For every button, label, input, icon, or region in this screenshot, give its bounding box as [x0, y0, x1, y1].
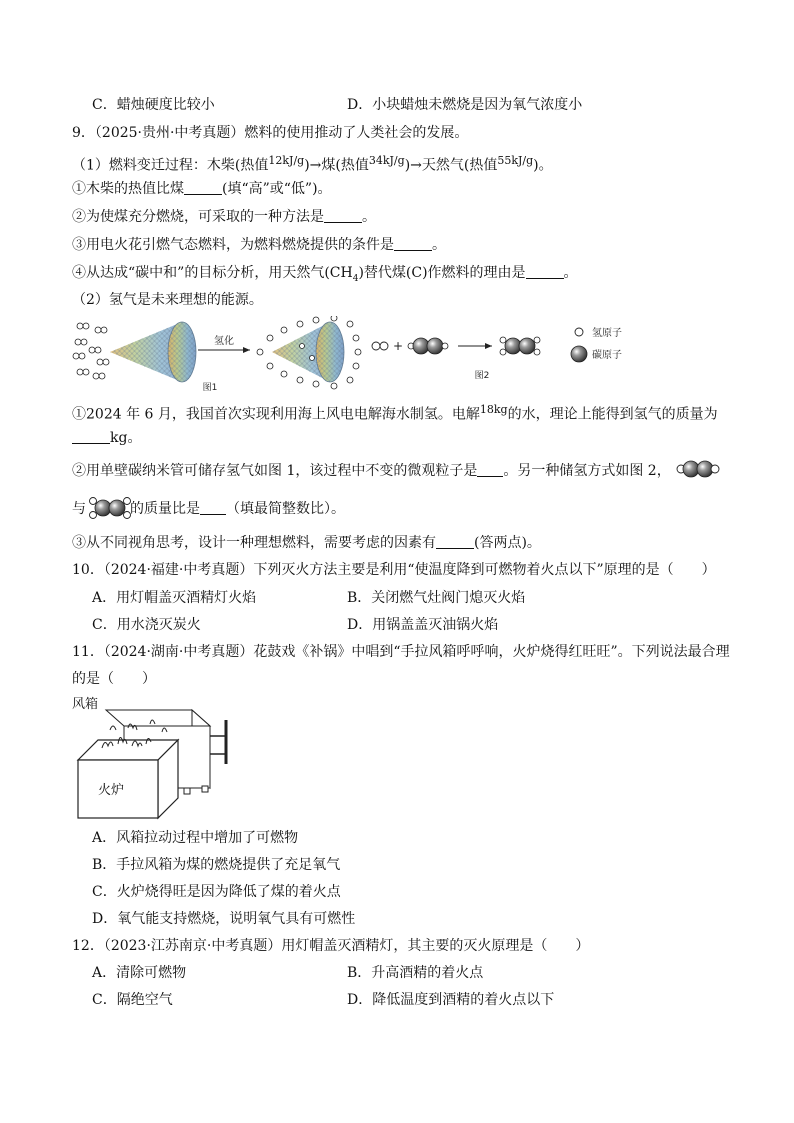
- legend-h-atom-icon: [575, 328, 583, 336]
- q9-sub2-blank[interactable]: [324, 208, 362, 223]
- q9-heat-value-gas: 55kJ/g: [497, 154, 534, 167]
- q12-option-a[interactable]: A．清除可燃物: [92, 965, 187, 981]
- q9-methane-formula: $CH_4$: [329, 265, 359, 284]
- q9-sub1-text-a: ①木柴的热值比煤: [72, 181, 184, 197]
- h2-molecules-group-left: [73, 323, 109, 379]
- q9-sub4-text-a: ④从达成“碳中和”的目标分析，用天然气(: [72, 265, 330, 281]
- q11-stem-line2: 的是（ ）: [72, 671, 156, 687]
- legend-h-label: 氢原子: [592, 328, 622, 339]
- q9-p2s2-text-e: （填最简整数比）。: [226, 501, 345, 517]
- arrow-label-hydrogenation: 氢化: [214, 336, 234, 347]
- product-molecule: [500, 337, 540, 355]
- hydrogenation-arrow: [198, 347, 250, 353]
- q11-option-b[interactable]: B．手拉风箱为煤的燃烧提供了充足氧气: [92, 857, 341, 873]
- figure1-caption: 图1: [202, 383, 218, 393]
- q9-water-mass: 18kg: [479, 403, 508, 416]
- q9-p2s3-text-a: ③从不同视角思考，设计一种理想燃料，需要考虑的因素有: [72, 535, 436, 551]
- q9-p2s3-blank[interactable]: [436, 534, 474, 549]
- q11-option-d[interactable]: D．氧气能支持燃烧，说明氧气具有可燃性: [92, 911, 356, 927]
- q11-stem-line1: 11．（2024·湖南·中考真题）花鼓戏《补锅》中唱到“手拉风箱呼呼响，火炉烧得红旺旺”。下列说法最合理: [72, 644, 730, 660]
- reaction-arrow: [458, 343, 492, 349]
- q9-p2s1-blank[interactable]: [72, 429, 110, 444]
- q9-sub3-text-b: 。: [432, 237, 446, 253]
- q11-figure-furnace-bellows: [72, 700, 242, 822]
- q9-molecule-icon-b: [88, 494, 132, 522]
- q9-p2s2-text-a: ②用单壁碳纳米管可储存氢气如图 1，该过程中不变的微观粒子是: [72, 463, 478, 479]
- legend-c-atom-icon: [571, 346, 587, 362]
- q9-sub2-text-b: 。: [362, 209, 376, 225]
- q9-sub4: [72, 264, 578, 288]
- q9-sub1-blank[interactable]: [184, 180, 222, 195]
- q9-part1-text-a: （1）燃料变迁过程：木柴(热值: [72, 157, 269, 174]
- q9-sub2: [72, 208, 376, 226]
- q8-option-c: C．蜡烛硬度比较小: [92, 97, 215, 113]
- q9-p2s1-unit: kg: [110, 430, 128, 446]
- q9-part1-text-d: )。: [533, 157, 553, 174]
- q9-p2s3-text-b: (答两点)。: [474, 535, 541, 551]
- q9-part1-intro: [72, 152, 553, 175]
- q9-sub4-blank[interactable]: [526, 264, 564, 279]
- q9-sub4-text-b: )替代煤(C)作燃料的理由是: [358, 265, 526, 281]
- q9-p2s1-text-b: 的水，理论上能得到氢气的质量为: [507, 406, 718, 423]
- figure2-caption: 图2: [474, 371, 490, 381]
- q9-sub1-text-b: (填“高”或“低”)。: [222, 181, 332, 197]
- q9-part1-text-b: )→煤(热值: [304, 157, 369, 174]
- q12-option-b[interactable]: B．升高酒精的着火点: [347, 965, 484, 981]
- q12-option-c[interactable]: C．隔绝空气: [92, 992, 173, 1008]
- q9-part2-sub2-line1: [72, 462, 671, 480]
- q10-option-d[interactable]: D．用锅盖盖灭油锅火焰: [347, 617, 499, 633]
- q9-part2-sub1-line2: [72, 429, 141, 447]
- q9-p2s1-text-a: ①2024 年 6 月，我国首次实现利用海上风电电解海水制氢。电解: [72, 406, 480, 423]
- q9-sub3: [72, 236, 446, 254]
- q9-sub3-text-a: ③用电火花引燃气态燃料，为燃料燃烧提供的条件是: [72, 237, 394, 253]
- q12-stem: 12．（2023·江苏南京·中考真题）用灯帽盖灭酒精灯，其主要的灭火原理是（ ）: [72, 938, 590, 954]
- q9-p2s2-text-d: 的质量比是: [130, 501, 200, 517]
- q9-p2s2-text-b: 。另一种储氢方式如图 2，: [503, 463, 671, 479]
- q9-p2s1-end: 。: [127, 430, 142, 446]
- q9-p2s2-text-c: 与: [72, 501, 86, 517]
- q9-figures: [72, 316, 632, 394]
- q9-heat-value-wood: 12kJ/g: [268, 154, 305, 167]
- q11-option-c[interactable]: C．火炉烧得旺是因为降低了煤的着火点: [92, 884, 341, 900]
- q9-sub4-text-c: 。: [563, 265, 578, 281]
- q9-heat-value-coal: 34kJ/g: [368, 154, 405, 167]
- q10-option-c[interactable]: C．用水浇灭炭火: [92, 617, 201, 633]
- q10-option-b[interactable]: B．关闭燃气灶阀门熄灭火焰: [347, 590, 526, 606]
- q9-stem: 9．（2025·贵州·中考真题）燃料的使用推动了人类社会的发展。: [72, 125, 469, 141]
- q9-part2-sub3: [72, 534, 541, 552]
- q11-figure-label-furnace: 火炉: [98, 783, 125, 798]
- q11-figure-label-bellows: 风箱: [72, 697, 99, 712]
- q9-part2-sub1-line1: [72, 401, 718, 424]
- q9-molecule-icon-a: [676, 456, 720, 482]
- legend-c-label: 碳原子: [592, 350, 622, 361]
- carbon-nanotube-before: [110, 322, 196, 382]
- q9-p2s2-blank2[interactable]: [200, 500, 226, 515]
- h2-molecule: [372, 342, 388, 350]
- q9-p2s2-blank1[interactable]: [477, 462, 503, 477]
- furnace-box: [78, 740, 178, 818]
- q9-part2-intro: （2）氢气是未来理想的能源。: [72, 292, 263, 308]
- q9-sub1: [72, 180, 332, 198]
- q12-option-d[interactable]: D．降低温度到酒精的着火点以下: [347, 992, 555, 1008]
- q9-sub2-text-a: ②为使煤充分燃烧，可采取的一种方法是: [72, 209, 324, 225]
- q8-option-d: D．小块蜡烛未燃烧是因为氧气浓度小: [347, 97, 583, 113]
- q10-stem: 10．（2024·福建·中考真题）下列灭火方法主要是利用“使温度降到可燃物着火点以下”原理的是（ ）: [72, 562, 716, 578]
- q9-part1-text-c: )→天然气(热值: [404, 157, 498, 174]
- q9-sub3-blank[interactable]: [394, 236, 432, 251]
- bellows-handle: [210, 720, 226, 764]
- reactant-carbon-molecule: [408, 338, 448, 354]
- q11-option-a[interactable]: A．风箱拉动过程中增加了可燃物: [92, 830, 299, 846]
- q10-option-a[interactable]: A．用灯帽盖灭酒精灯火焰: [92, 590, 257, 606]
- plus-sign: +: [392, 339, 404, 353]
